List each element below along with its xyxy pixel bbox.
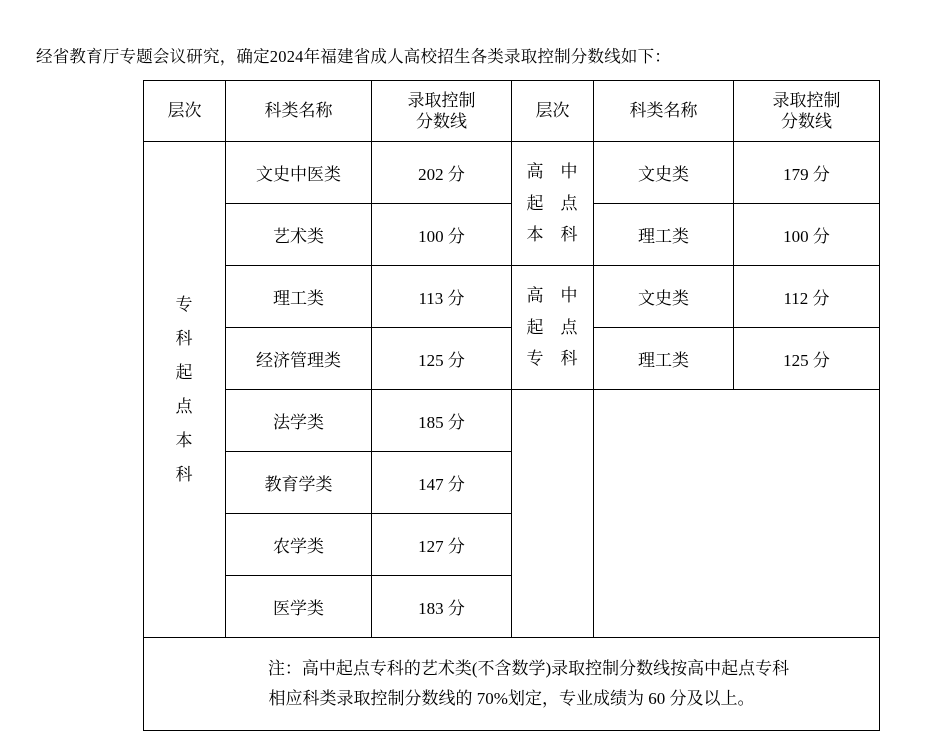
header-right-score-line2: 分数线	[781, 112, 832, 131]
right-level-label-2: 高 中 起 点 专 科	[512, 266, 594, 390]
blank-spacer-right	[594, 390, 880, 638]
right-score-3: 112 分	[734, 266, 880, 328]
blank-spacer-level	[512, 390, 594, 638]
left-category-6: 教育学类	[226, 452, 372, 514]
table-row	[144, 390, 880, 452]
score-table-container	[143, 80, 879, 731]
right-category-4: 理工类	[594, 328, 734, 390]
left-score-3: 113 分	[372, 266, 512, 328]
note-line-2: 相应科类录取控制分数线的 70%划定，专业成绩为 60 分及以上。	[268, 689, 755, 708]
left-score-5: 185 分	[372, 390, 512, 452]
table-row	[144, 266, 880, 328]
note-line-1: 注：高中起点专科的艺术类(不含数学)录取控制分数线按高中起点专科	[267, 659, 790, 679]
right-score-4: 125 分	[734, 328, 880, 390]
left-score-2: 100 分	[372, 204, 512, 266]
right-level-label-1: 高 中 起 点 本 科	[512, 142, 594, 266]
left-score-8: 183 分	[372, 576, 512, 638]
left-score-4: 125 分	[372, 328, 512, 390]
left-category-2: 艺术类	[226, 204, 372, 266]
score-table	[143, 80, 880, 731]
header-left-score-line2: 分数线	[416, 112, 467, 131]
header-left-level: 层次	[144, 81, 226, 142]
right-category-2: 理工类	[594, 204, 734, 266]
left-score-7: 127 分	[372, 514, 512, 576]
header-left-score-line1: 录取控制	[407, 90, 476, 110]
right-score-1: 179 分	[734, 142, 880, 204]
intro-paragraph: 经省教育厅专题会议研究，确定2024年福建省成人高校招生各类录取控制分数线如下：	[36, 47, 671, 66]
left-category-8: 医学类	[226, 576, 372, 638]
header-right-category: 科类名称	[594, 81, 734, 142]
header-left-category: 科类名称	[226, 81, 372, 142]
left-level-label: 专 科 起 点 本 科	[144, 142, 226, 638]
note-cell	[144, 638, 880, 731]
left-category-7: 农学类	[226, 514, 372, 576]
table-note-row	[144, 638, 880, 731]
header-left-score	[372, 81, 512, 142]
table-row	[144, 142, 880, 204]
left-category-1: 文史中医类	[226, 142, 372, 204]
left-score-1: 202 分	[372, 142, 512, 204]
right-category-1: 文史类	[594, 142, 734, 204]
right-category-3: 文史类	[594, 266, 734, 328]
left-category-3: 理工类	[226, 266, 372, 328]
left-score-6: 147 分	[372, 452, 512, 514]
left-category-4: 经济管理类	[226, 328, 372, 390]
left-category-5: 法学类	[226, 390, 372, 452]
table-header-row	[144, 81, 880, 142]
header-right-score	[734, 81, 880, 142]
right-score-2: 100 分	[734, 204, 880, 266]
header-right-score-line1: 录取控制	[772, 90, 841, 110]
header-right-level: 层次	[512, 81, 594, 142]
